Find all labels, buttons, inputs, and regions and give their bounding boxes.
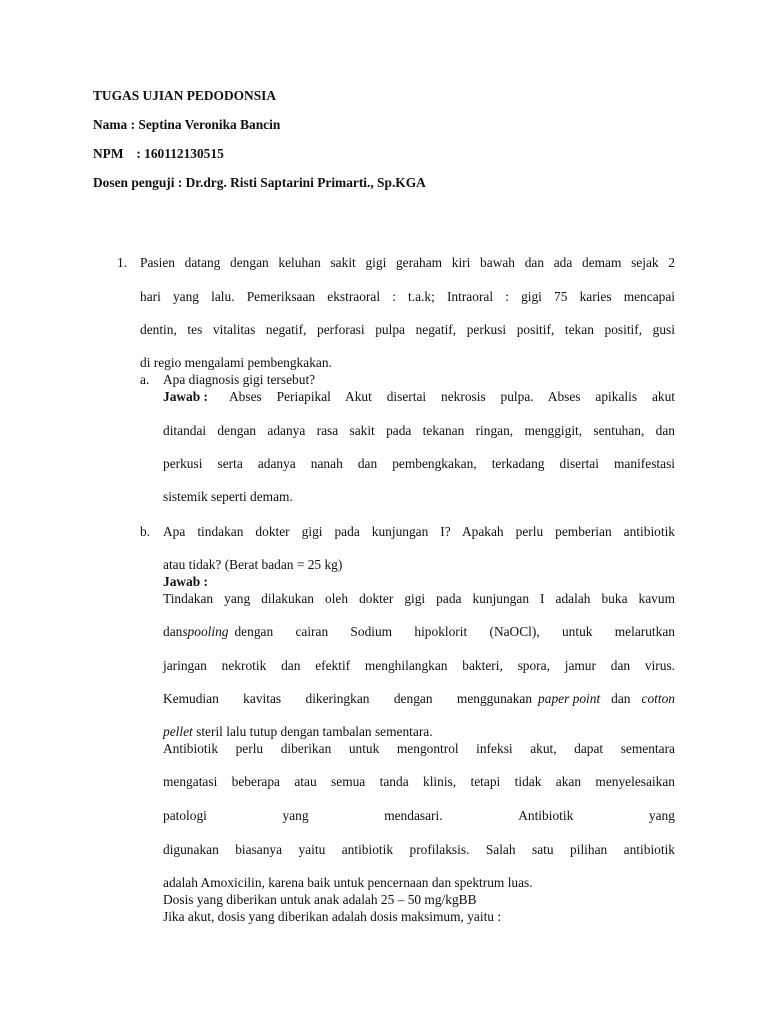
answer-b-label: Jawab :	[163, 574, 209, 589]
answer-b-p1-line-4	[163, 691, 675, 707]
npm-value: : 160112130515	[136, 146, 224, 161]
subquestion-b-line-2: atau tidak? (Berat badan = 25 kg)	[163, 557, 343, 572]
answer-a-label: Jawab :	[163, 389, 209, 404]
answer-b-p1-line-5	[163, 724, 433, 740]
answer-a-line-3: perkusi serta adanya nanah dan pembengkakan, terkadang disertai manifestasi	[163, 456, 675, 471]
answer-b-p2-line-1: Antibiotik perlu diberikan untuk mengontrol infeksi akut, dapat sementara	[163, 741, 675, 756]
question-line-1: Pasien datang dengan keluhan sakit gigi geraham kiri bawah dan ada demam sejak 2	[140, 255, 675, 270]
word: mendasari.	[384, 808, 443, 823]
npm-label: NPM	[93, 146, 124, 161]
italic-term: pellet	[163, 724, 193, 739]
italic-term: cotton	[641, 691, 675, 706]
word: Antibiotik	[518, 808, 574, 823]
question-number: 1.	[117, 255, 128, 270]
text-segment: dan	[611, 691, 631, 706]
examiner-line: Dosen penguji : Dr.drg. Risti Saptarini Primarti., Sp.KGA	[93, 175, 426, 190]
text-segment: steril lalu tutup dengan tambalan sementara.	[196, 724, 433, 739]
answer-b-p2-line-4: digunakan biasanya yaitu antibiotik profilaksis. Salah satu pilihan antibiotik	[163, 842, 675, 857]
npm-row	[93, 146, 224, 162]
italic-term: paper point	[538, 691, 601, 706]
answer-b-p3-line-1: Dosis yang diberikan untuk anak adalah 25 – 50 mg/kgBB	[163, 892, 477, 907]
answer-b-p1-line-3: jaringan nekrotik dan efektif menghilangkan bakteri, spora, jamur dan virus.	[163, 658, 675, 673]
answer-a-line-4: sistemik seperti demam.	[163, 489, 293, 504]
answer-a-line-1: Abses Periapikal Akut disertai nekrosis pulpa. Abses apikalis akut	[229, 389, 675, 404]
text-segment: Kemudian kavitas dikeringkan dengan menggunakan	[163, 691, 533, 706]
subquestion-a-text: Apa diagnosis gigi tersebut?	[163, 372, 316, 387]
name-value: : Septina Veronika Bancin	[130, 117, 281, 132]
question-line-4: di regio mengalami pembengkakan.	[140, 355, 332, 370]
subquestion-b-letter: b.	[140, 524, 151, 539]
answer-b-p3-line-2: Jika akut, dosis yang diberikan adalah dosis maksimum, yaitu :	[163, 909, 502, 924]
question-line-2: hari yang lalu. Pemeriksaan ekstraoral : t.a.k; Intraoral : gigi 75 karies mencapai	[140, 289, 675, 304]
word: yang	[282, 808, 309, 823]
subquestion-b-line-1: Apa tindakan dokter gigi pada kunjungan I? Apakah perlu pemberian antibiotik	[163, 524, 675, 539]
name-label: Nama	[93, 117, 128, 132]
answer-b-p2-line-3	[163, 808, 675, 824]
question-line-3: dentin, tes vitalitas negatif, perforasi pulpa negatif, perkusi positif, tekan positif, gusi	[140, 322, 675, 337]
answer-b-p1-line-1: Tindakan yang dilakukan oleh dokter gigi pada kunjungan I adalah buka kavum	[163, 591, 675, 606]
answer-a-line-2: ditandai dengan adanya rasa sakit pada tekanan ringan, menggigit, sentuhan, dan	[163, 423, 675, 438]
document-title: TUGAS UJIAN PEDODONSIA	[93, 88, 277, 103]
italic-term: spooling	[182, 624, 229, 639]
answer-b-p2-line-2: mengatasi beberapa atau semua tanda klinis, tetapi tidak akan menyelesaikan	[163, 774, 675, 789]
text-segment: dan	[163, 624, 183, 639]
word: yang	[648, 808, 675, 823]
answer-b-p1-line-2	[163, 624, 675, 640]
text-segment: dengan cairan Sodium hipoklorit (NaOCl), untuk melarutkan	[234, 624, 675, 639]
answer-b-p2-line-5: adalah Amoxicilin, karena baik untuk pencernaan dan spektrum luas.	[163, 875, 533, 890]
name-row	[93, 117, 280, 133]
subquestion-a-letter: a.	[140, 372, 150, 387]
word: patologi	[163, 808, 207, 823]
